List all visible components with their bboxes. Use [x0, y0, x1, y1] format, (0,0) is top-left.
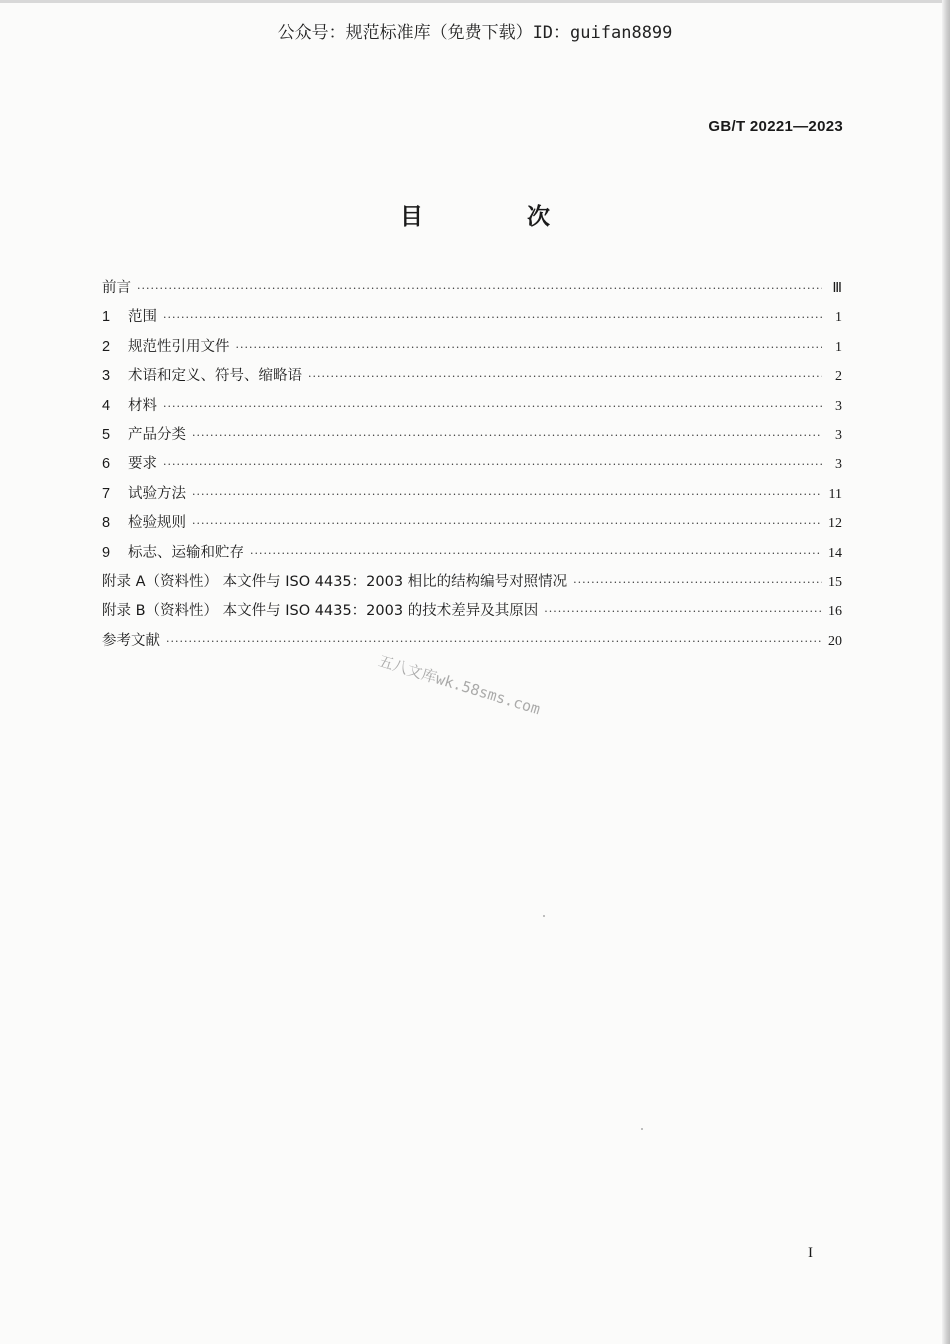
dot-leader — [163, 400, 822, 413]
toc-entry-label: 检验规则 — [128, 515, 186, 532]
dot-leader — [192, 517, 822, 530]
dot-leader — [544, 605, 822, 618]
toc-entry-page: 3 — [835, 457, 842, 473]
toc-entry-label: 附录 A（资料性） 本文件与 ISO 4435：2003 相比的结构编号对照情况 — [102, 573, 568, 590]
toc-entry[interactable] — [102, 394, 842, 423]
scan-speck — [641, 1128, 643, 1130]
toc-entry[interactable] — [102, 570, 842, 599]
toc-entry-label: 产品分类 — [128, 426, 186, 443]
toc-entry[interactable] — [102, 452, 842, 481]
toc-entry-label: 前言 — [102, 280, 131, 296]
dot-leader — [163, 458, 822, 471]
toc-entry[interactable] — [102, 541, 842, 570]
toc-entry[interactable] — [102, 511, 842, 540]
toc-entry-number: 2 — [102, 338, 111, 355]
toc-entry[interactable] — [102, 364, 842, 393]
toc-entry[interactable] — [102, 276, 842, 305]
toc-entry-page: 3 — [835, 427, 842, 443]
toc-entry-page: 12 — [828, 516, 842, 532]
toc-entry[interactable] — [102, 423, 842, 452]
dot-leader — [192, 429, 822, 442]
watermark-text: 五八文库wk.58sms.com — [376, 651, 543, 719]
toc-entry-label: 术语和定义、符号、缩略语 — [128, 368, 302, 385]
toc-entry-label: 标志、运输和贮存 — [128, 544, 244, 561]
dot-leader — [163, 311, 822, 324]
toc-entry-page: 3 — [835, 398, 842, 414]
toc-entry-label: 范围 — [128, 309, 157, 326]
toc-entry[interactable] — [102, 335, 842, 364]
table-of-contents — [102, 276, 842, 658]
toc-entry-label: 附录 B（资料性） 本文件与 ISO 4435：2003 的技术差异及其原因 — [102, 603, 539, 620]
header-banner: 公众号：规范标准库（免费下载）ID：guifan8899 — [277, 23, 673, 43]
toc-entry-page: 1 — [835, 339, 842, 355]
dot-leader — [166, 635, 822, 648]
toc-entry-label: 要求 — [128, 456, 157, 473]
toc-entry-page: 11 — [828, 486, 842, 502]
toc-entry-number: 1 — [102, 309, 111, 326]
toc-entry-number: 8 — [102, 515, 111, 532]
toc-entry-page: 1 — [835, 310, 842, 326]
page-number: I — [808, 1245, 813, 1261]
standard-code: GB/T 20221—2023 — [708, 118, 843, 135]
dot-leader — [308, 370, 822, 383]
toc-title: 目 次 — [399, 204, 598, 230]
toc-entry-page: 2 — [835, 369, 842, 385]
dot-leader — [236, 341, 823, 354]
scan-speck — [543, 915, 545, 917]
toc-entry-label: 材料 — [128, 397, 157, 414]
toc-entry-number: 7 — [102, 485, 111, 502]
toc-entry[interactable] — [102, 629, 842, 658]
toc-entry-number: 6 — [102, 456, 111, 473]
toc-entry[interactable] — [102, 305, 842, 334]
toc-entry[interactable] — [102, 482, 842, 511]
toc-entry-page: 14 — [828, 545, 842, 561]
toc-entry-number: 9 — [102, 544, 111, 561]
toc-entry[interactable] — [102, 599, 842, 628]
toc-entry-number: 3 — [102, 368, 111, 385]
toc-entry-label: 规范性引用文件 — [128, 338, 230, 355]
dot-leader — [137, 282, 822, 295]
scan-top-edge — [0, 0, 950, 3]
dot-leader — [192, 488, 822, 501]
dot-leader — [250, 547, 822, 560]
dot-leader — [573, 576, 822, 589]
toc-entry-label: 参考文献 — [102, 632, 160, 649]
toc-entry-page: 15 — [828, 574, 842, 590]
toc-entry-page: Ⅲ — [832, 281, 842, 296]
toc-entry-page: 20 — [828, 633, 842, 649]
toc-entry-label: 试验方法 — [128, 485, 186, 502]
toc-entry-page: 16 — [828, 604, 842, 620]
toc-entry-number: 4 — [102, 397, 111, 414]
toc-entry-number: 5 — [102, 426, 111, 443]
